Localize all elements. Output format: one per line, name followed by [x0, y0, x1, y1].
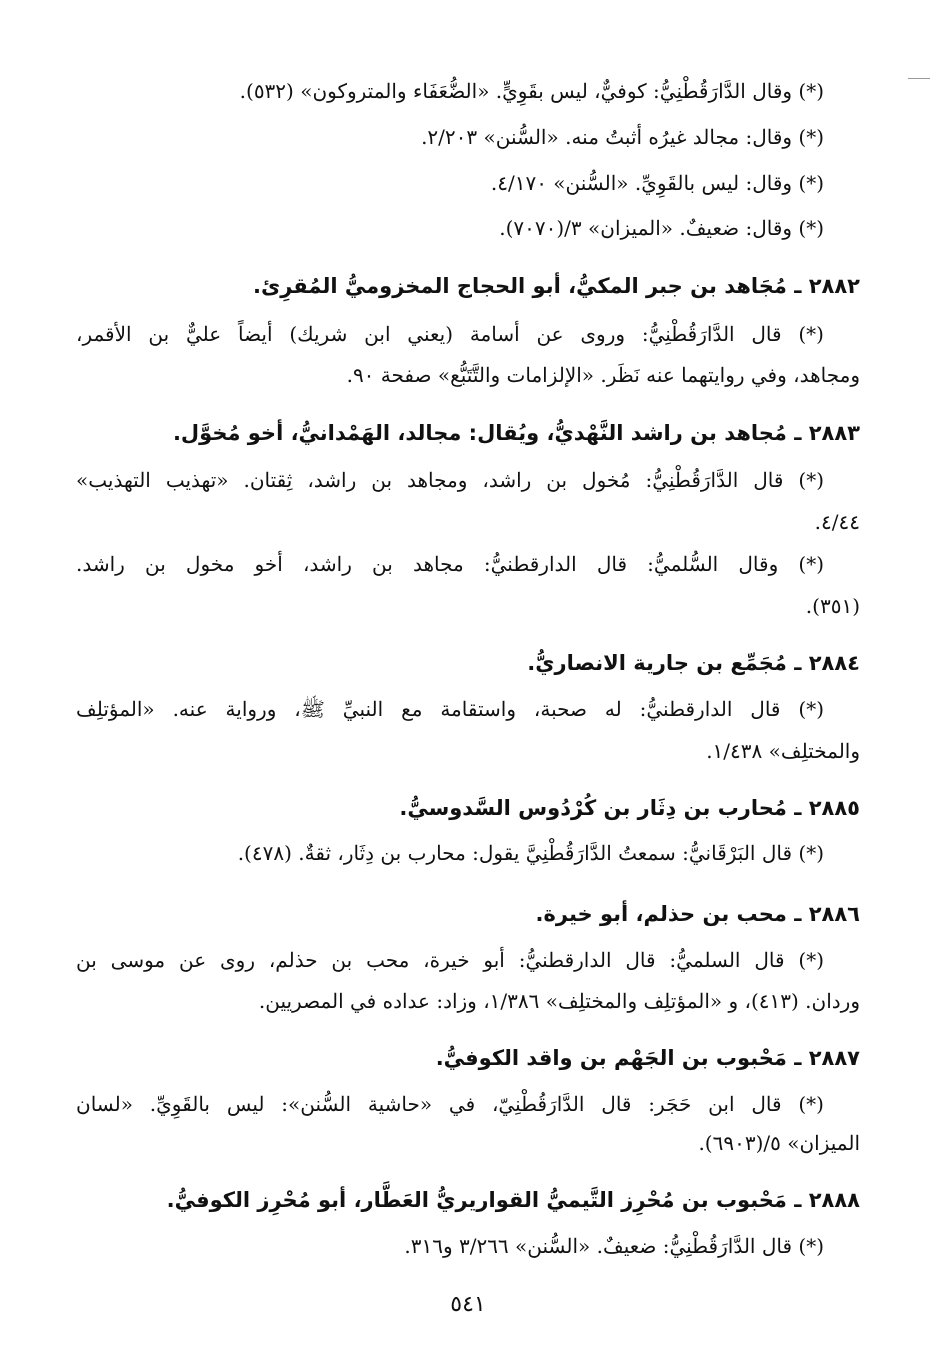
text-line: (*) وقال: ضعيفٌ. «الميزان» ٣/(٧٠٧٠). — [499, 216, 824, 240]
text-line: (*) قال الدَّارَقُطْنِيُّ: مُخول بن راشد، ومجاهد بن راشد، ثِقتان. «تهذيب التهذيب» — [76, 468, 824, 492]
margin-mark — [908, 78, 930, 79]
text-line: وردان. (٤١٣)، و «المؤتلِف والمختلِف» ١/٣٨٦، وزاد: عداده في المصريين. — [258, 989, 860, 1013]
text-line: (*) وقال: ليس بالقَوِيِّ. «السُّنن» ٤/١٧٠. — [490, 171, 824, 195]
text-line: (*) قال الدَّارَقُطْنِيُّ: ضعيفٌ. «السُّنن» ٣/٢٦٦ و٣١٦. — [404, 1234, 824, 1258]
text-line: (*) وقال الدَّارَقُطْنِيُّ: كوفيٌّ، ليس بقَوِيٍّ. «الضُّعَفَاء والمتروكون» (٥٣٢). — [239, 79, 824, 103]
text-line: (*) قال ابن حَجَر: قال الدَّارَقُطْنِيّ، في «حاشية السُّنن»: ليس بالقَوِيِّ. «لسان — [76, 1092, 824, 1116]
text-line: (*) قال الدارقطنيُّ: له صحبة، واستقامة مع النبيِّ ﷺ، ورواية عنه. «المؤتلِف — [76, 697, 824, 721]
entry-heading-2882: ٢٨٨٢ ـ مُجَاهد بن جبر المكيُّ، أبو الحجاج المخزوميُّ المُقرِئ. — [253, 274, 860, 298]
page-number: ٥٤١ — [450, 1292, 486, 1317]
entry-heading-2884: ٢٨٨٤ ـ مُجَمِّع بن جارية الانصاريُّ. — [527, 651, 860, 675]
text-line: (*) وقال السُّلميُّ: قال الدارقطنيُّ: مجاهد بن راشد، أخو مخول بن راشد. — [76, 552, 824, 576]
entry-heading-2885: ٢٨٨٥ ـ مُحارب بن دِثَار بن كُرْدُوس السَّدوسيُّ. — [399, 796, 860, 820]
entry-heading-2886: ٢٨٨٦ ـ محب بن حذلم، أبو خيرة. — [535, 902, 860, 926]
text-line: ومجاهد، وفي روايتهما عنه نَظَر. «الإلزامات والتَّتَبُّع» صفحة ٩٠. — [346, 363, 860, 387]
text-line: (*) قال السلميُّ: قال الدارقطنيُّ: أبو خيرة، محب بن حذلم، روى عن موسى بن — [76, 948, 824, 972]
text-line: (*) قال البَرْقَانيُّ: سمعتُ الدَّارَقُطْنِيَّ يقول: محارب بن دِثَار، ثقةٌ. (٤٧٨). — [237, 841, 824, 865]
text-line: والمختلِف» ١/٤٣٨. — [706, 739, 860, 763]
entry-heading-2888: ٢٨٨٨ ـ مَحْبوب بن مُحْرِز التَّيميُّ القواريريُّ العَطَّار، أبو مُحْرِز الكوفيُّ. — [166, 1188, 860, 1212]
entry-heading-2887: ٢٨٨٧ ـ مَحْبوب بن الجَهْم بن واقد الكوفيُّ. — [435, 1046, 860, 1070]
text-line: (٣٥١). — [805, 594, 860, 618]
text-line: (*) وقال: مجالد غيرُه أثبتُ منه. «السُّنن» ٢/٢٠٣. — [421, 125, 824, 149]
text-line: الميزان» ٥/(٦٩٠٣). — [698, 1131, 860, 1155]
text-line: (*) قال الدَّارَقُطْنِيُّ: وروى عن أسامة (يعني ابن شريك) أيضاً عليٌّ بن الأقمر، — [76, 322, 824, 346]
entry-heading-2883: ٢٨٨٣ ـ مُجاهد بن راشد النَّهْديُّ، ويُقال: مجالد، الهَمْدانيُّ، أخو مُخوَّل. — [172, 421, 860, 445]
text-line: ٤/٤٤. — [814, 510, 860, 534]
